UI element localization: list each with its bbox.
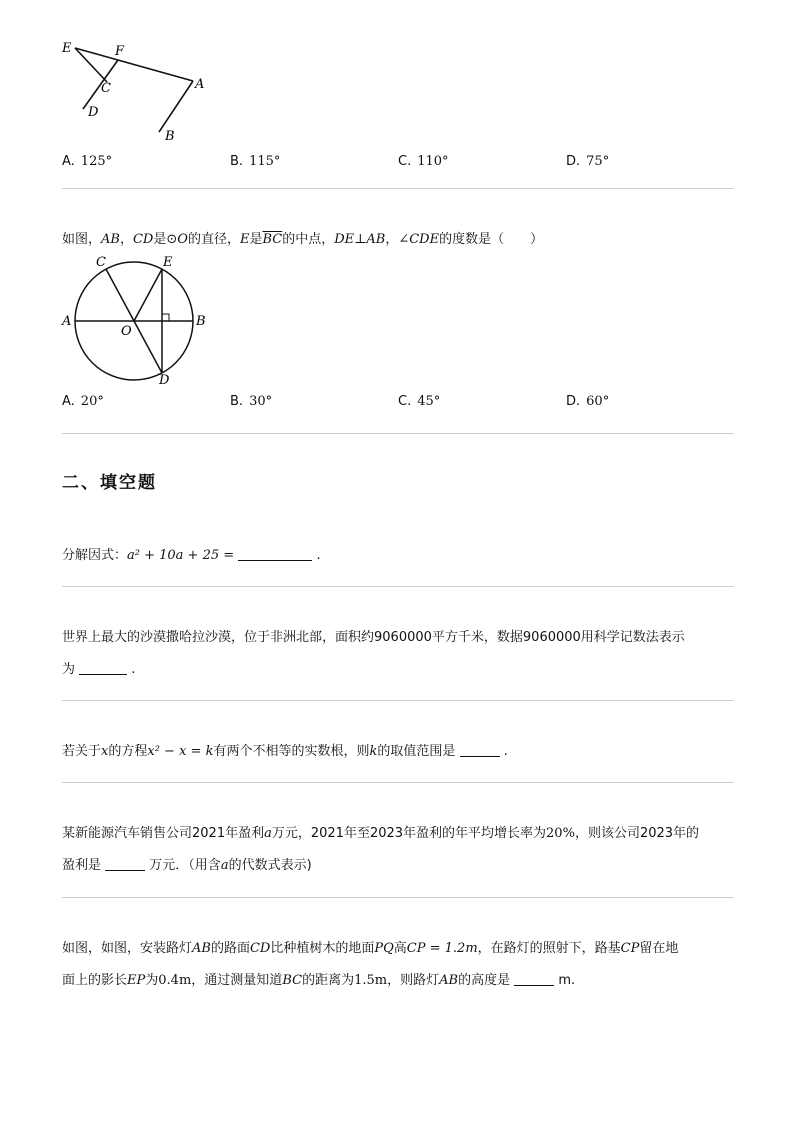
math-angle-cde: ∠CDE (398, 232, 440, 247)
stem-text: ，在路灯的照射下，路基 (477, 941, 621, 956)
section-title: 二、填空题 (62, 473, 157, 493)
math-expression: a² + 10a + 25 = (127, 548, 235, 563)
option-letter: A. (62, 154, 75, 169)
fill-question-2-line-1 (62, 622, 742, 654)
fill-question-5-line-2 (62, 965, 742, 997)
stem-text: . (503, 744, 508, 759)
stem-text: ，则该公司2023年的 (574, 826, 700, 841)
stem-text: 是⊙ (153, 232, 178, 247)
math-ab: AB (101, 232, 120, 247)
math-a: a (264, 826, 272, 841)
stem-text: ，通过测量知道 (191, 973, 283, 988)
divider (62, 586, 734, 587)
option-b[interactable] (230, 394, 272, 409)
point-label-d: D (88, 105, 99, 120)
answer-blank[interactable] (79, 663, 127, 675)
math-equation: x² − x = k (147, 744, 214, 759)
math-de-perp-ab: DE⊥AB (334, 232, 386, 247)
math-cd: CD (132, 232, 154, 247)
option-a[interactable] (62, 154, 112, 169)
math-ab: AB (439, 973, 459, 988)
stem-text: 的取值范围是 (377, 744, 456, 759)
divider (62, 782, 734, 783)
point-label-d: D (159, 373, 170, 388)
option-b[interactable] (230, 154, 280, 169)
math-ep: EP (127, 973, 146, 988)
option-d[interactable] (566, 154, 609, 169)
divider (62, 897, 734, 898)
point-label-a: A (195, 77, 205, 92)
stem-text: 为 (62, 662, 76, 677)
stem-text: . (131, 662, 136, 677)
option-value: 125° (80, 154, 113, 169)
stem-text: 的代数式表示) (228, 858, 312, 873)
math-cp: CP (620, 941, 640, 956)
stem-text: ， (119, 232, 133, 247)
point-label-b: B (165, 129, 175, 144)
line-a-b (159, 81, 193, 132)
option-value: 30° (249, 394, 273, 409)
stem-text: 的直径， (187, 232, 240, 247)
math-k: k (369, 744, 378, 759)
option-d[interactable] (566, 394, 609, 409)
stem-text: 某新能源汽车销售公司2021年盈利 (62, 826, 265, 841)
math-ab: AB (192, 941, 211, 956)
math-cp-value: CP = 1.2m (406, 941, 478, 956)
stem-text: 的路面 (210, 941, 250, 956)
point-label-a: A (62, 314, 72, 329)
math-a: a (220, 858, 229, 873)
option-letter: C. (398, 394, 412, 409)
math-o: O (177, 232, 188, 247)
option-value: 115° (249, 154, 281, 169)
stem-text: 有两个不相等的实数根，则 (213, 744, 370, 759)
answer-blank[interactable] (238, 549, 312, 561)
option-value: 45° (417, 394, 441, 409)
stem-text: 高 (393, 941, 407, 956)
option-a[interactable] (62, 394, 104, 409)
answer-blank[interactable] (514, 974, 554, 986)
stem-text: 面上的影长 (62, 973, 128, 988)
segment-oe (134, 269, 162, 321)
stem-text: 是 (249, 232, 263, 247)
point-label-e: E (62, 41, 72, 56)
answer-blank[interactable] (105, 859, 145, 871)
stem-text: 如图，如图，安装路灯 (62, 941, 193, 956)
stem-text: 世界上最大的沙漠撒哈拉沙漠，位于非洲北部，面积约9060000平方千米，数据9060000用科学记数法表示 (62, 630, 685, 645)
point-label-b: B (196, 314, 206, 329)
fill-question-4-line-1 (62, 818, 742, 850)
math-bc: BC (282, 973, 303, 988)
stem-text: 留在地 (639, 941, 679, 956)
option-letter: D. (566, 394, 581, 409)
math-ep-value: 0.4m (158, 973, 192, 988)
math-cd: CD (249, 941, 271, 956)
math-bc-value: 1.5m (354, 973, 388, 988)
option-value: 110° (417, 154, 449, 169)
point-label-c: C (96, 255, 106, 270)
figure-circle (58, 250, 218, 390)
stem-text: 分解因式： (62, 548, 128, 563)
answer-blank[interactable] (460, 745, 500, 757)
math-x: x (101, 744, 109, 759)
option-letter: B. (230, 394, 244, 409)
option-c[interactable] (398, 154, 449, 169)
stem-text: ，则路灯 (387, 973, 440, 988)
option-letter: D. (566, 154, 581, 169)
point-label-e: E (163, 255, 173, 270)
stem-text: m. (558, 973, 576, 988)
math-pq: PQ (374, 941, 394, 956)
option-value: 60° (586, 394, 610, 409)
point-label-f: F (115, 44, 125, 59)
divider (62, 433, 734, 434)
math-e: E (239, 232, 250, 247)
fill-question-5-line-1 (62, 933, 742, 965)
stem-text: 的高度是 (458, 973, 511, 988)
figure-lines-angle (55, 36, 225, 148)
stem-text: 若关于 (62, 744, 102, 759)
option-letter: B. (230, 154, 244, 169)
fill-question-1 (62, 540, 742, 572)
stem-text: 万元．（用含 (149, 858, 221, 873)
divider (62, 188, 734, 189)
point-label-c: C (101, 81, 111, 96)
option-letter: C. (398, 154, 412, 169)
math-arc-bc: $\overline{BC}$ (262, 232, 283, 247)
stem-text: . (316, 548, 321, 563)
fill-question-4-line-2 (62, 850, 742, 882)
option-value: 75° (586, 154, 610, 169)
stem-text: 的距离为 (302, 973, 355, 988)
stem-text: 的中点， (282, 232, 335, 247)
fill-question-2-line-2 (62, 654, 742, 686)
point-label-o: O (121, 324, 132, 339)
stem-text: 的方程 (108, 744, 148, 759)
option-value: 20° (80, 394, 104, 409)
stem-text: 如图， (62, 232, 102, 247)
right-angle-mark (162, 314, 169, 321)
option-c[interactable] (398, 394, 440, 409)
stem-text: ， (385, 232, 399, 247)
line-ef-a (75, 48, 193, 81)
fill-question-3 (62, 736, 742, 768)
stem-text: 万元，2021年至2023年盈利的年平均增长率为 (271, 826, 547, 841)
stem-text: 为 (145, 973, 159, 988)
option-letter: A. (62, 394, 75, 409)
stem-text: 盈利是 (62, 858, 102, 873)
divider (62, 700, 734, 701)
stem-text: 的度数是（ ） (439, 232, 544, 247)
math-rate: 20% (546, 826, 575, 841)
stem-text: 比种植树木的地面 (270, 941, 375, 956)
